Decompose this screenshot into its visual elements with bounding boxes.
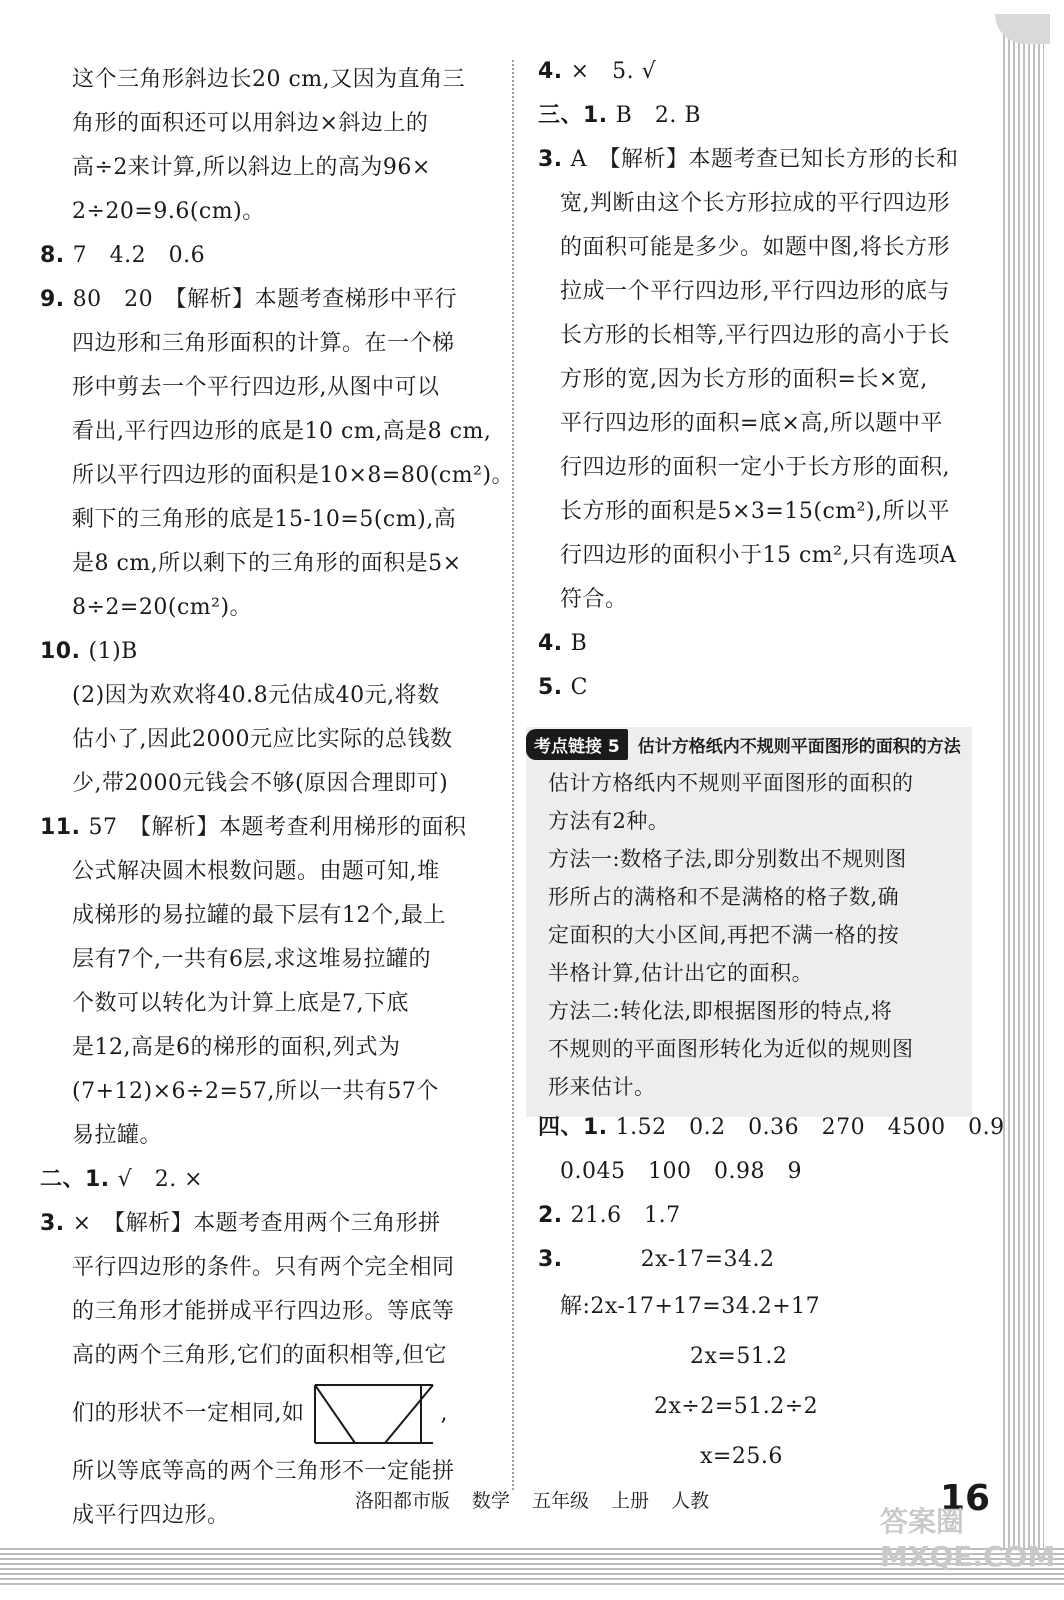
answer-line: 所以等底等高的两个三角形不一定能拼 — [72, 1459, 455, 1484]
answer-line: 估小了,因此2000元应比实际的总钱数 — [72, 727, 453, 752]
knowledge-link-header — [526, 727, 972, 761]
equation-step: 解:2x-17+17=34.2+17 — [560, 1294, 821, 1319]
answer-line: 行四边形的面积一定小于长方形的面积, — [560, 455, 950, 480]
callout-line: 形来估计。 — [548, 1075, 656, 1099]
footer-grade: 五年级 — [531, 1490, 589, 1512]
question-number: 2. — [538, 1203, 563, 1228]
right-column-top — [538, 50, 970, 710]
equation-step: 2x÷2=51.2÷2 — [654, 1394, 819, 1419]
answer-text: , — [440, 1401, 448, 1426]
answer-line: 高的两个三角形,它们的面积相等,但它 — [72, 1343, 447, 1368]
answer-10 — [40, 630, 490, 674]
column-divider — [512, 60, 514, 1490]
section-2-answers — [40, 1158, 490, 1202]
callout-line: 定面积的大小区间,再把不满一格的按 — [548, 923, 900, 947]
callout-line: 半格计算,估计出它的面积。 — [548, 961, 814, 985]
footer-volume: 上册 — [611, 1490, 650, 1512]
knowledge-link-body — [548, 764, 968, 1106]
question-number: 10. — [40, 639, 81, 664]
answer-11 — [40, 806, 490, 850]
answer-line: 2÷20=9.6(cm)。 — [72, 199, 265, 224]
answer-line: 的面积可能是多少。如题中图,将长方形 — [560, 235, 950, 260]
footer-publisher: 人教 — [671, 1490, 710, 1512]
answer-text: 57 【解析】本题考查利用梯形的面积 — [88, 815, 467, 840]
answer-line: 长方形的面积是5×3=15(cm²),所以平 — [560, 499, 951, 524]
knowledge-link-tag: 考点链接 5 — [526, 729, 628, 760]
section-3-answers — [538, 94, 970, 138]
answer-text: 7 4.2 0.6 — [72, 243, 206, 268]
decorative-border-right — [1000, 20, 1044, 1560]
answer-text: √ 2. × — [117, 1167, 204, 1192]
answer-2-4-5 — [538, 50, 970, 94]
question-number: 二、1. — [40, 1167, 110, 1192]
answer-3-5 — [538, 666, 970, 710]
answer-line: 看出,平行四边形的底是10 cm,高是8 cm, — [72, 419, 492, 444]
answer-text: A 【解析】本题考查已知长方形的长和 — [570, 147, 959, 172]
watermark: 答案圈 MXQE.COM — [880, 1505, 1056, 1573]
answer-line: 是8 cm,所以剩下的三角形的面积是5× — [72, 551, 462, 576]
callout-line: 形所占的满格和不是满格的格子数,确 — [548, 885, 900, 909]
answer-text: C — [570, 675, 589, 700]
answer-line: 少,带2000元钱会不够(原因合理即可) — [72, 771, 449, 796]
knowledge-link-title: 估计方格纸内不规则平面图形的面积的方法 — [637, 736, 961, 757]
answer-line: 平行四边形的条件。只有两个完全相同 — [72, 1255, 455, 1280]
answer-4-3 — [538, 1238, 970, 1282]
question-number: 3. — [40, 1211, 65, 1236]
answer-4-2 — [538, 1194, 970, 1238]
answer-text: 80 20 【解析】本题考查梯形中平行 — [72, 287, 458, 312]
footer-subject: 数学 — [471, 1490, 510, 1512]
answer-line: 行四边形的面积小于15 cm²,只有选项A — [560, 543, 957, 568]
question-number: 11. — [40, 815, 81, 840]
answer-line: 的三角形才能拼成平行四边形。等底等 — [72, 1299, 455, 1324]
page-number: 16 — [940, 1478, 991, 1519]
answer-line: 方形的宽,因为长方形的面积=长×宽, — [560, 367, 928, 392]
answer-line: 宽,判断由这个长方形拉成的平行四边形 — [560, 191, 950, 216]
answer-line: 符合。 — [560, 587, 628, 612]
answer-8 — [40, 234, 490, 278]
answer-line: 8÷2=20(cm²)。 — [72, 595, 253, 620]
answer-text: 们的形状不一定相同,如 — [72, 1401, 305, 1426]
answer-line-with-figure — [72, 1378, 490, 1450]
equation-step: 2x=51.2 — [690, 1344, 788, 1369]
answer-line: 公式解决圆木根数问题。由题可知,堆 — [72, 859, 440, 884]
answer-line: 易拉罐。 — [72, 1123, 163, 1148]
answer-line: 个数可以转化为计算上底是7,下底 — [72, 991, 409, 1016]
callout-line: 方法二:转化法,即根据图形的特点,将 — [548, 999, 893, 1023]
answer-2-3 — [40, 1202, 490, 1246]
answer-text: 1.52 0.2 0.36 270 4500 0.9 — [615, 1115, 1005, 1140]
answer-3-4 — [538, 622, 970, 666]
question-number: 4. — [538, 59, 563, 84]
answer-line: 高÷2来计算,所以斜边上的高为96× — [72, 155, 431, 180]
equation: 2x-17=34.2 — [640, 1247, 775, 1272]
answer-line: 平行四边形的面积=底×高,所以题中平 — [560, 411, 943, 436]
answer-line: 剩下的三角形的底是15-10=5(cm),高 — [72, 507, 457, 532]
callout-line: 方法有2种。 — [548, 809, 670, 833]
question-number: 四、1. — [538, 1115, 608, 1140]
callout-line: 估计方格纸内不规则平面图形的面积的 — [548, 771, 914, 795]
footer-edition: 洛阳都市版 — [354, 1490, 450, 1512]
section-4-answers — [538, 1106, 1005, 1150]
answer-3-3 — [538, 138, 970, 182]
answer-line: 四边形和三角形面积的计算。在一个梯 — [72, 331, 455, 356]
triangles-figure — [309, 1381, 437, 1447]
answer-line: 这个三角形斜边长20 cm,又因为直角三 — [72, 67, 466, 92]
answer-line: 成梯形的易拉罐的最下层有12个,最上 — [72, 903, 446, 928]
right-column-bottom — [538, 1106, 1005, 1482]
answer-text: × 【解析】本题考查用两个三角形拼 — [72, 1211, 441, 1236]
answer-line: 角形的面积还可以用斜边×斜边上的 — [72, 111, 429, 136]
answer-text: B — [570, 631, 588, 656]
answer-text: 21.6 1.7 — [570, 1203, 681, 1228]
answer-line: 拉成一个平行四边形,平行四边形的底与 — [560, 279, 950, 304]
question-number: 4. — [538, 631, 563, 656]
answer-line: (7+12)×6÷2=57,所以一共有57个 — [72, 1079, 439, 1104]
answer-text: (1)B — [88, 639, 138, 664]
answer-line: 所以平行四边形的面积是10×8=80(cm²)。 — [72, 463, 515, 488]
question-number: 8. — [40, 243, 65, 268]
answer-text: × 5. √ — [570, 59, 657, 84]
question-number: 3. — [538, 1247, 563, 1272]
question-number: 5. — [538, 675, 563, 700]
equation-step: x=25.6 — [700, 1444, 783, 1469]
answer-text: B 2. B — [615, 103, 701, 128]
answer-line: 形中剪去一个平行四边形,从图中可以 — [72, 375, 440, 400]
answer-9 — [40, 278, 490, 322]
question-number: 3. — [538, 147, 563, 172]
question-number: 9. — [40, 287, 65, 312]
answer-line: 层有7个,一共有6层,求这堆易拉罐的 — [72, 947, 431, 972]
answer-line: 长方形的长相等,平行四边形的高小于长 — [560, 323, 950, 348]
callout-line: 方法一:数格子法,即分别数出不规则图 — [548, 847, 907, 871]
callout-line: 不规则的平面图形转化为近似的规则图 — [548, 1037, 914, 1061]
answer-line: 是12,高是6的梯形的面积,列式为 — [72, 1035, 401, 1060]
answer-line: 0.045 100 0.98 9 — [560, 1159, 802, 1184]
answer-line: 成平行四边形。 — [72, 1503, 230, 1528]
question-number: 三、1. — [538, 103, 608, 128]
answer-line: (2)因为欢欢将40.8元估成40元,将数 — [72, 683, 440, 708]
